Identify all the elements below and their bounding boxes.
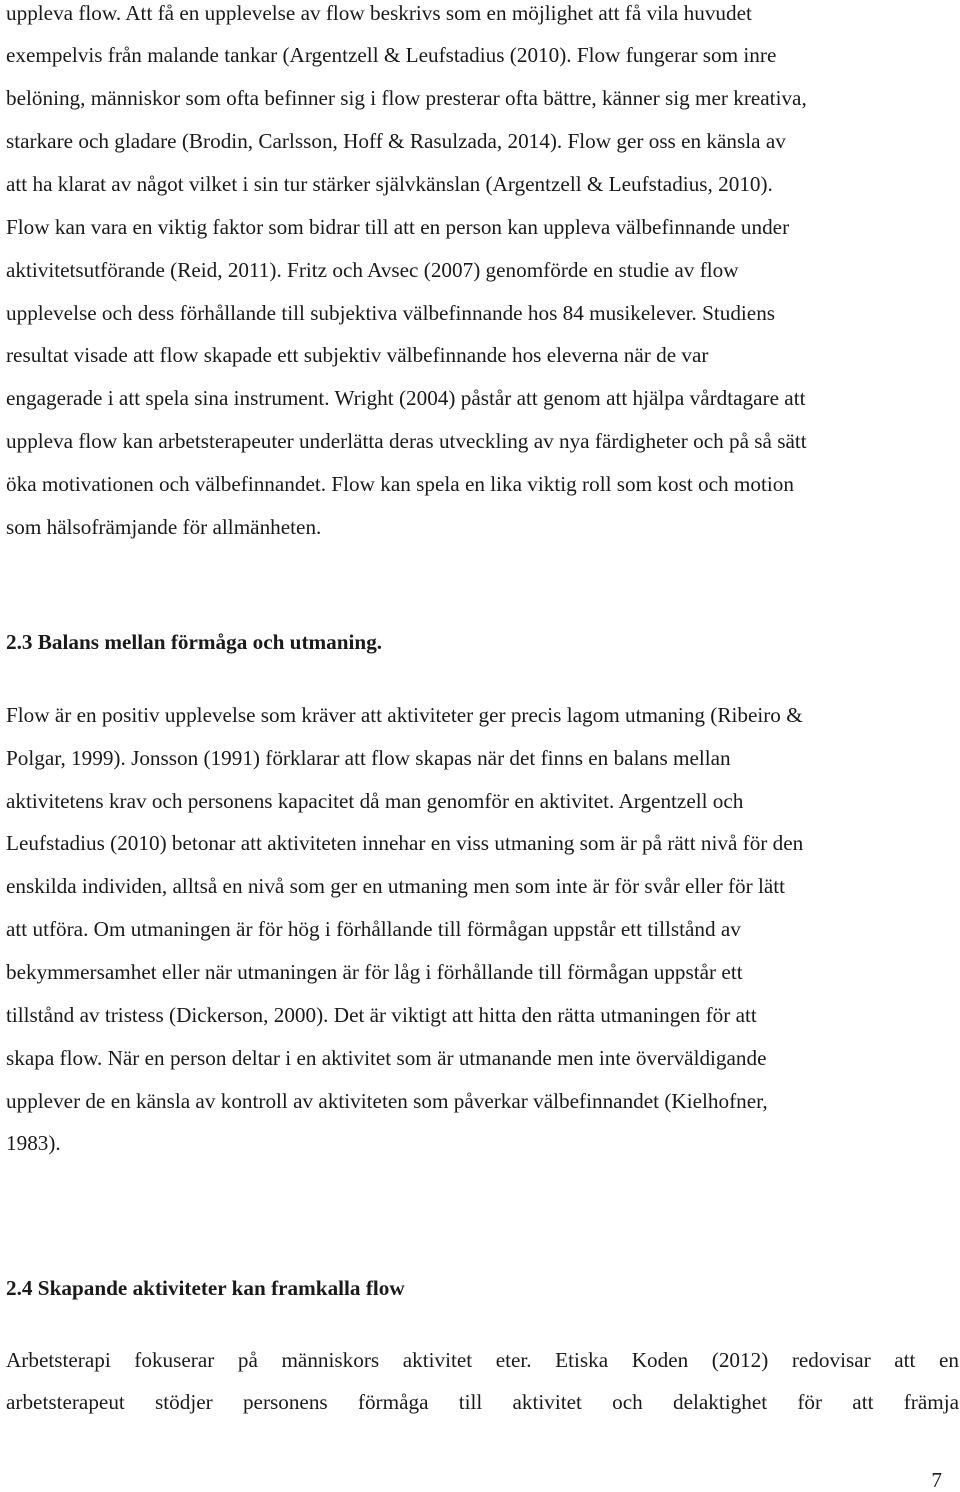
paragraph-line: aktivitetsutförande (Reid, 2011). Fritz och Avsec (2007) genomförde en studie av flow — [6, 258, 739, 282]
paragraph-line: uppleva flow kan arbetsterapeuter underlätta deras utveckling av nya färdigheter och på så sätt — [6, 429, 807, 453]
paragraph-line: starkare och gladare (Brodin, Carlsson, Hoff & Rasulzada, 2014). Flow ger oss en känsla av — [6, 129, 786, 153]
paragraph-line: belöning, människor som ofta befinner sig i flow presterar ofta bättre, känner sig mer kreativa, — [6, 86, 807, 110]
paragraph-line: Flow är en positiv upplevelse som kräver att aktiviteter ger precis lagom utmaning (Ribeiro & — [6, 703, 803, 727]
page-number: 7 — [931, 1468, 942, 1492]
paragraph-line: upplever de en känsla av kontroll av aktiviteten som påverkar välbefinnandet (Kielhofner, — [6, 1089, 768, 1113]
paragraph-line: exempelvis från malande tankar (Argentzell & Leufstadius (2010). Flow fungerar som inre — [6, 43, 777, 67]
paragraph-line: Polgar, 1999). Jonsson (1991) förklarar att flow skapas när det finns en balans mellan — [6, 746, 731, 770]
paragraph-line: som hälsofrämjande för allmänheten. — [6, 515, 322, 539]
paragraph-line: 1983). — [6, 1131, 61, 1155]
paragraph-line: att utföra. Om utmaningen är för hög i förhållande till förmågan uppstår ett tillstånd av — [6, 917, 741, 941]
section-heading: 2.3 Balans mellan förmåga och utmaning. — [6, 630, 383, 654]
paragraph-line: Flow kan vara en viktig faktor som bidrar till att en person kan uppleva välbefinnande under — [6, 215, 790, 239]
paragraph-line: engagerade i att spela sina instrument. Wright (2004) påstår att genom att hjälpa vårdtagare att — [6, 386, 806, 410]
paragraph-line: öka motivationen och välbefinnandet. Flow kan spela en lika viktig roll som kost och motion — [6, 472, 794, 496]
section-heading: 2.4 Skapande aktiviteter kan framkalla flow — [6, 1276, 405, 1300]
paragraph-line: uppleva flow. Att få en upplevelse av flow beskrivs som en möjlighet att få vila huvudet — [6, 1, 752, 25]
paragraph-line: tillstånd av tristess (Dickerson, 2000). Det är viktigt att hitta den rätta utmaningen för att — [6, 1003, 757, 1027]
paragraph-line: bekymmersamhet eller när utmaningen är för låg i förhållande till förmågan uppstår ett — [6, 960, 743, 984]
paragraph-line: skapa flow. När en person deltar i en aktivitet som är utmanande men inte överväldigande — [6, 1046, 767, 1070]
paragraph-line: arbetsterapeut stödjer personens förmåga till aktivitet och delaktighet för att främja — [6, 1390, 959, 1414]
paragraph-line: enskilda individen, alltså en nivå som ger en utmaning men som inte är för svår eller för lätt — [6, 874, 786, 898]
paragraph-line: aktivitetens krav och personens kapacitet då man genomför en aktivitet. Argentzell och — [6, 789, 744, 813]
paragraph-line: resultat visade att flow skapade ett subjektiv välbefinnande hos eleverna när de var — [6, 343, 709, 367]
paragraph-line: Arbetsterapi fokuserar på människors aktivitet eter. Etiska Koden (2012) redovisar att en — [6, 1348, 959, 1372]
paragraph-line: att ha klarat av något vilket i sin tur stärker självkänslan (Argentzell & Leufstadius, 2010). — [6, 172, 773, 196]
paragraph-line: Leufstadius (2010) betonar att aktiviteten innehar en viss utmaning som är på rätt nivå för den — [6, 831, 804, 855]
paragraph-line: upplevelse och dess förhållande till subjektiva välbefinnande hos 84 musikelever. Studiens — [6, 301, 776, 325]
